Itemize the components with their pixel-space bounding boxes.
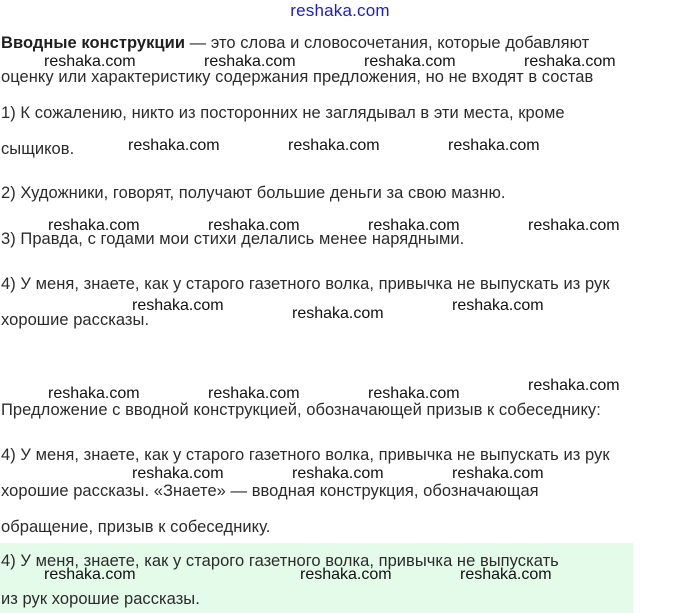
sentence-1-line-1: 1) К сожалению, никто из посторонних не заглядывал в эти места, кроме bbox=[1, 104, 565, 122]
intro-line-1 bbox=[1, 33, 589, 53]
sentence-3: 3) Правда, с годами мои стихи делались менее нарядными. bbox=[1, 230, 465, 248]
watermark: reshaka.com bbox=[364, 53, 456, 70]
header-watermark[interactable]: reshaka.com bbox=[290, 1, 390, 20]
watermark: reshaka.com bbox=[44, 566, 136, 583]
explanation-line-2: хорошие рассказы. «Знаете» — вводная конструкция, обозначающая bbox=[1, 482, 539, 500]
intro-term: Вводные конструкции bbox=[1, 34, 186, 52]
sentence-2: 2) Художники, говорят, получают большие деньги за свою мазню. bbox=[1, 184, 506, 202]
watermark: reshaka.com bbox=[452, 465, 544, 482]
intro-line-2: оценку или характеристику содержания предложения, но не входят в состав bbox=[1, 68, 594, 86]
watermark: reshaka.com bbox=[44, 53, 136, 70]
watermark: reshaka.com bbox=[300, 566, 392, 583]
sentence-4-line-2: хорошие рассказы. bbox=[1, 311, 150, 329]
intro-definition: — это слова и словосочетания, которые добавляют bbox=[185, 34, 590, 52]
watermark: reshaka.com bbox=[288, 137, 380, 154]
watermark: reshaka.com bbox=[368, 385, 460, 402]
sentence-1-line-2: сыщиков. bbox=[1, 140, 75, 158]
answer-line-1: 4) У меня, знаете, как у старого газетного волка, привычка не выпускать bbox=[1, 552, 559, 570]
watermark: reshaka.com bbox=[292, 305, 384, 322]
watermark: reshaka.com bbox=[204, 53, 296, 70]
watermark: reshaka.com bbox=[460, 566, 552, 583]
watermark: reshaka.com bbox=[368, 217, 460, 234]
watermark: reshaka.com bbox=[528, 217, 620, 234]
watermark: reshaka.com bbox=[128, 137, 220, 154]
watermark: reshaka.com bbox=[132, 297, 224, 314]
watermark: reshaka.com bbox=[448, 137, 540, 154]
watermark: reshaka.com bbox=[292, 465, 384, 482]
watermark: reshaka.com bbox=[452, 297, 544, 314]
sentence-4-line-1: 4) У меня, знаете, как у старого газетного волка, привычка не выпускать из рук bbox=[1, 275, 610, 293]
watermark: reshaka.com bbox=[208, 217, 300, 234]
watermark: reshaka.com bbox=[208, 385, 300, 402]
watermark: reshaka.com bbox=[524, 53, 616, 70]
watermark: reshaka.com bbox=[48, 385, 140, 402]
watermark: reshaka.com bbox=[132, 465, 224, 482]
explanation-line-3: обращение, призыв к собеседнику. bbox=[1, 518, 271, 536]
explanation-line-1: 4) У меня, знаете, как у старого газетного волка, привычка не выпускать из рук bbox=[1, 446, 610, 464]
watermark: reshaka.com bbox=[528, 377, 620, 394]
question-text: Предложение с вводной конструкцией, обозначающей призыв к собеседнику: bbox=[1, 401, 601, 419]
answer-line-2: из рук хорошие рассказы. bbox=[1, 590, 200, 608]
watermark: reshaka.com bbox=[48, 217, 140, 234]
